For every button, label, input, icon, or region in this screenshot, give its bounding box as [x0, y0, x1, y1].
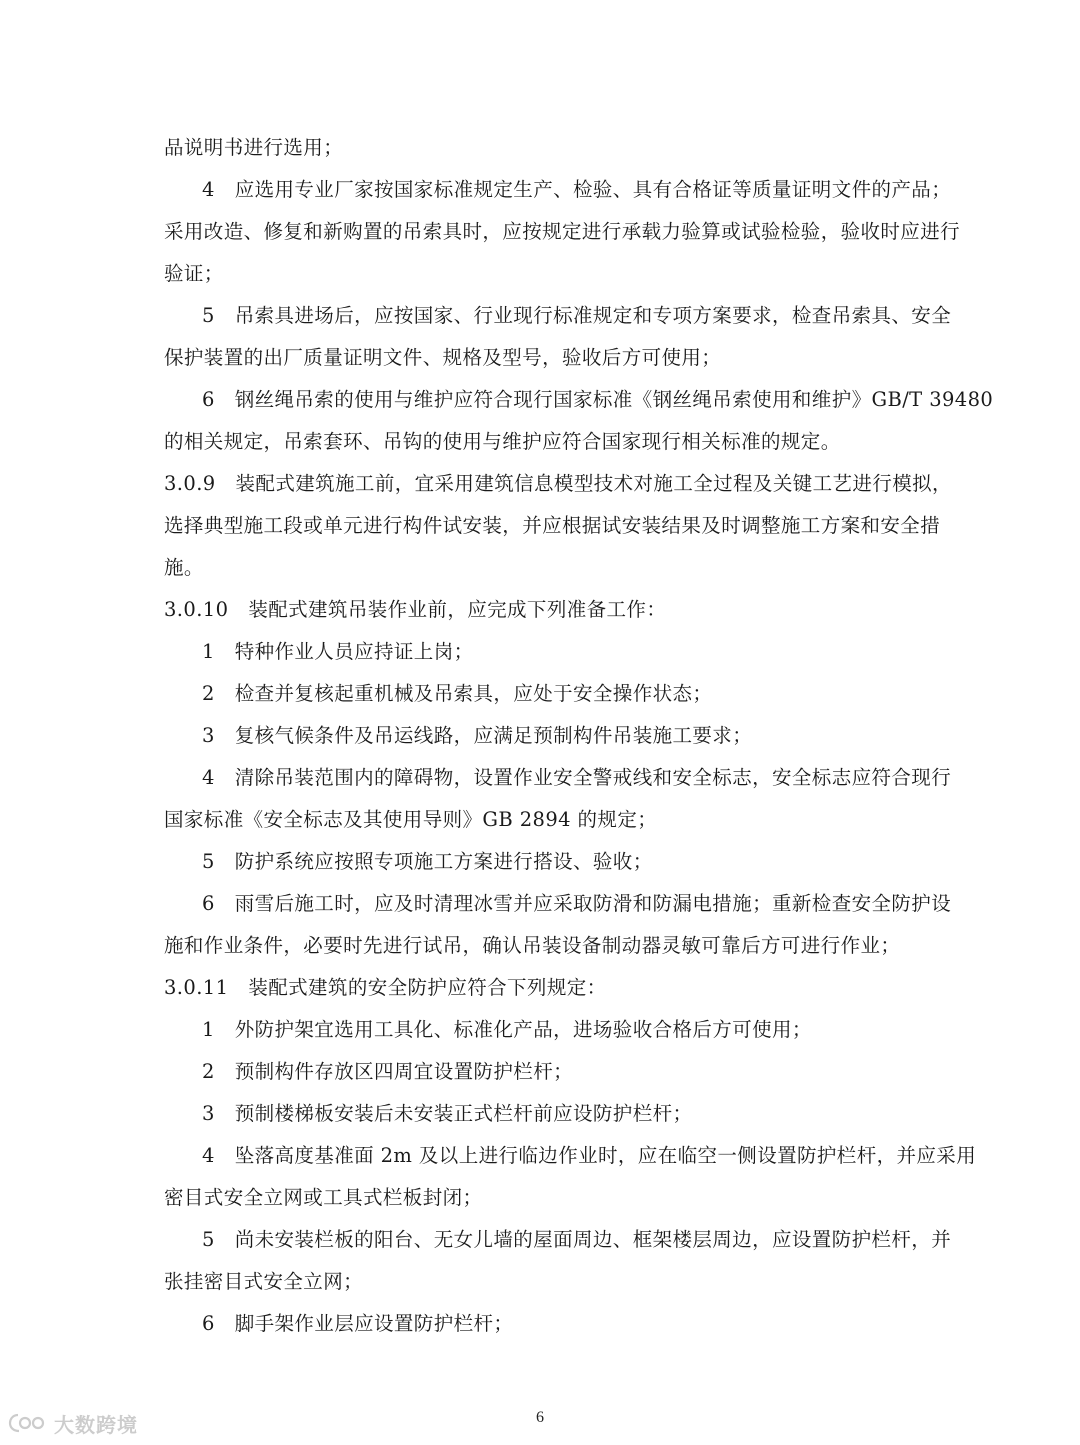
text-line: 的相关规定，吊索套环、吊钩的使用与维护应符合国家现行相关标准的规定。	[164, 430, 841, 453]
list-item-5: 5 吊索具进场后，应按国家、行业现行标准规定和专项方案要求，检查吊索具、安全	[202, 304, 952, 327]
text-line: 张挂密目式安全立网；	[164, 1270, 364, 1293]
list-item-3: 3 复核气候条件及吊运线路，应满足预制构件吊装施工要求；	[202, 724, 753, 747]
list-item-1: 1 外防护架宜选用工具化、标准化产品，进场验收合格后方可使用；	[202, 1018, 812, 1041]
list-item-2: 2 预制构件存放区四周宜设置防护栏杆；	[202, 1060, 574, 1083]
watermark-logo-icon	[8, 1412, 48, 1434]
list-item-6: 6 钢丝绳吊索的使用与维护应符合现行国家标准《钢丝绳吊索使用和维护》GB/T 39480	[202, 388, 994, 411]
list-item-2: 2 检查并复核起重机械及吊索具，应处于安全操作状态；	[202, 682, 713, 705]
list-item-6: 6 脚手架作业层应设置防护栏杆；	[202, 1312, 514, 1335]
page-number: 6	[536, 1409, 544, 1426]
text-line: 国家标准《安全标志及其使用导则》GB 2894 的规定；	[164, 808, 658, 831]
text-line: 密目式安全立网或工具式栏板封闭；	[164, 1186, 483, 1209]
text-line: 选择典型施工段或单元进行构件试安装，并应根据试安装结果及时调整施工方案和安全措	[164, 514, 941, 537]
list-item-5: 5 防护系统应按照专项施工方案进行搭设、验收；	[202, 850, 653, 873]
list-item-4: 4 坠落高度基准面 2m 及以上进行临边作业时，应在临空一侧设置防护栏杆，并应采用	[202, 1144, 977, 1167]
clause-3-0-9: 3.0.9 装配式建筑施工前，宜采用建筑信息模型技术对施工全过程及关键工艺进行模拟，	[164, 472, 952, 495]
text-line: 品说明书进行选用；	[164, 136, 344, 159]
list-item-1: 1 特种作业人员应持证上岗；	[202, 640, 474, 663]
list-item-5: 5 尚未安装栏板的阳台、无女儿墙的屋面周边、框架楼层周边，应设置防护栏杆，并	[202, 1228, 952, 1251]
text-line: 采用改造、修复和新购置的吊索具时，应按规定进行承载力验算或试验检验，验收时应进行	[164, 220, 961, 243]
text-line: 施和作业条件，必要时先进行试吊，确认吊装设备制动器灵敏可靠后方可进行作业；	[164, 934, 901, 957]
text-line: 保护装置的出厂质量证明文件、规格及型号，验收后方可使用；	[164, 346, 722, 369]
text-line: 验证；	[164, 262, 224, 285]
text-line: 施。	[164, 556, 204, 579]
document-body	[164, 128, 994, 1344]
clause-3-0-10: 3.0.10 装配式建筑吊装作业前，应完成下列准备工作：	[164, 598, 667, 621]
list-item-4: 4 清除吊装范围内的障碍物，设置作业安全警戒线和安全标志，安全标志应符合现行	[202, 766, 952, 789]
watermark-text: 大数跨境	[54, 1412, 138, 1437]
clause-3-0-11: 3.0.11 装配式建筑的安全防护应符合下列规定：	[164, 976, 607, 999]
list-item-3: 3 预制楼梯板安装后未安装正式栏杆前应设防护栏杆；	[202, 1102, 693, 1125]
list-item-4: 4 应选用专业厂家按国家标准规定生产、检验、具有合格证等质量证明文件的产品；	[202, 178, 952, 201]
list-item-6: 6 雨雪后施工时，应及时清理冰雪并应采取防滑和防漏电措施；重新检查安全防护设	[202, 892, 952, 915]
watermark	[8, 1410, 138, 1436]
